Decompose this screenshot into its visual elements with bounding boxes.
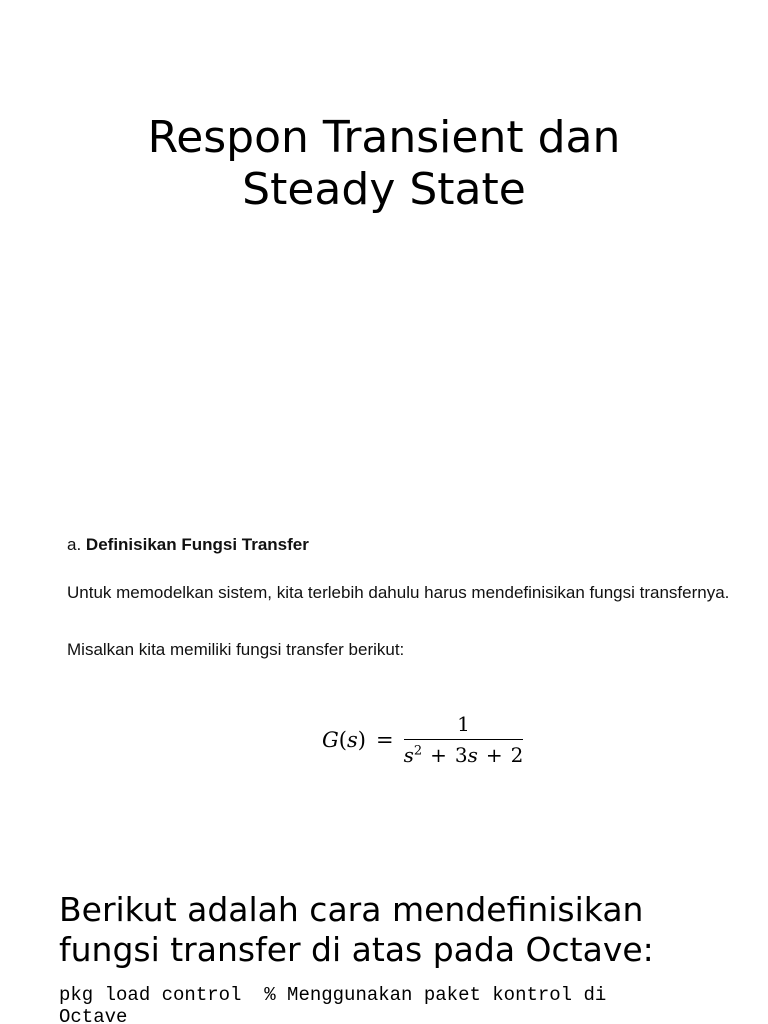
den-plus-2: +	[485, 743, 503, 767]
den-coefficient: 3	[454, 743, 468, 767]
den-var-2: s	[467, 743, 478, 767]
transfer-function-section	[67, 532, 747, 667]
code-block	[59, 984, 759, 1024]
code-line-2: Octave	[59, 1006, 128, 1024]
section-label: a.	[67, 535, 82, 554]
den-exponent: 2	[413, 743, 423, 759]
section-heading	[67, 532, 747, 558]
slide-title-line-2: Steady State	[242, 164, 526, 215]
formula-numerator: 1	[457, 712, 470, 736]
octave-intro-line-2: fungsi transfer di atas pada Octave:	[59, 930, 654, 969]
den-var-1: s	[403, 743, 414, 767]
example-paragraph: Misalkan kita memiliki fungsi transfer berikut:	[67, 640, 405, 659]
formula-lhs-var: s	[346, 727, 358, 752]
formula-lhs	[322, 728, 366, 752]
slide-title-line-1: Respon Transient dan	[147, 112, 621, 163]
formula-close-paren: )	[357, 727, 366, 752]
formula-func-name: G	[322, 727, 339, 752]
formula-equals: =	[375, 727, 394, 752]
formula-denominator	[404, 740, 524, 767]
intro-paragraph: Untuk memodelkan sistem, kita terlebih dahulu harus mendefinisikan fungsi transfernya.	[67, 583, 730, 602]
den-constant: 2	[510, 743, 524, 767]
octave-intro-line-1: Berikut adalah cara mendefinisikan	[59, 890, 644, 929]
den-plus-1: +	[430, 743, 447, 767]
formula-open-paren: (	[338, 727, 347, 752]
octave-intro-text	[59, 890, 749, 970]
transfer-function-formula	[322, 712, 523, 767]
section-heading-text: Definisikan Fungsi Transfer	[85, 535, 309, 554]
slide-title	[0, 112, 768, 216]
code-line-1: pkg load control % Menggunakan paket kontrol di	[59, 984, 607, 1006]
formula-fraction	[404, 712, 524, 767]
